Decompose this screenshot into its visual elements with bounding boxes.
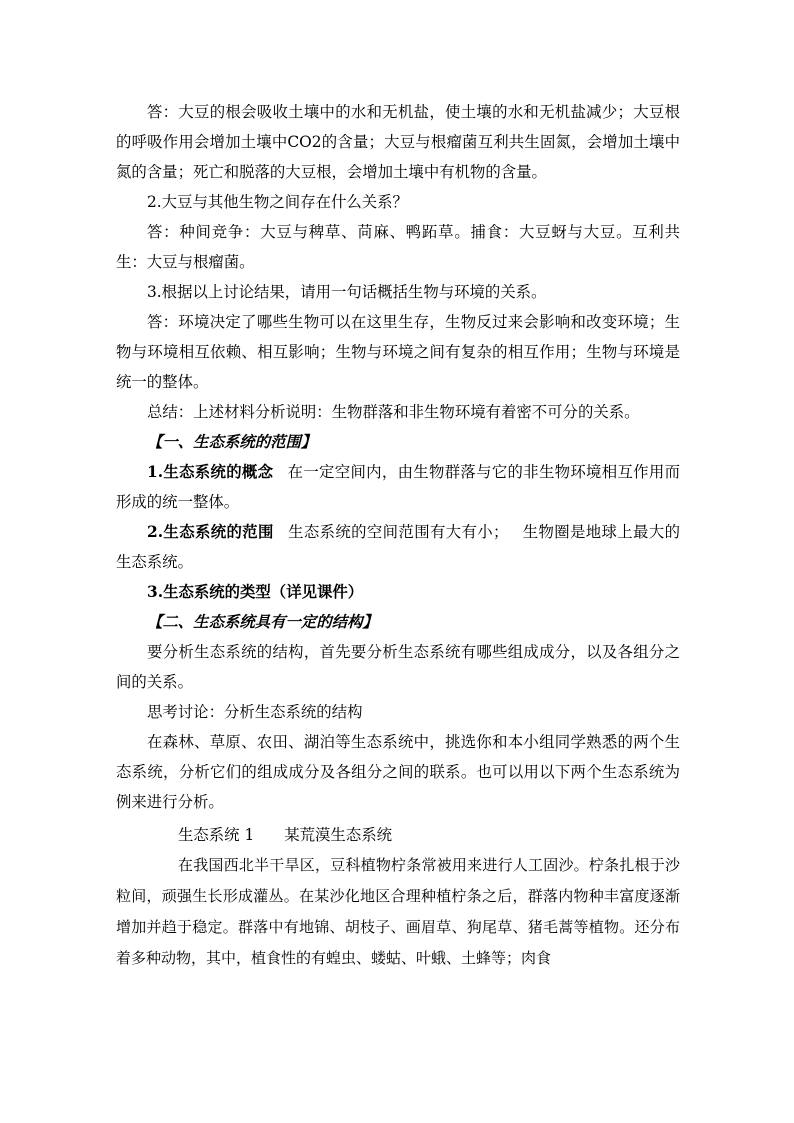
section-1-heading: 【一、生态系统的范围】 [147,433,317,451]
answer-paragraph-1: 答：大豆的根会吸收土壤中的水和无机盐，使土壤的水和无机盐减少；大豆根的呼吸作用会增加土壤中CO2的含量；大豆与根瘤菌互利共生固氮，会增加土壤中氮的含量；死亡和脱落的大豆根，会增加土壤中有机物的含量。 [116,103,680,181]
ecosystem-1-name: 某荒漠生态系统 [284,826,392,844]
section-2-intro: 要分析生态系统的结构，首先要分析生态系统有哪些组成成分，以及各组分之间的关系。 [116,643,680,691]
ecosystem-1-text: 在我国西北半干旱区，豆科植物柠条常被用来进行人工固沙。柠条扎根于沙粒间，顽强生长形成灌丛。在某沙化地区合理种植柠条之后，群落内物种丰富度逐渐增加并趋于稳定。群落中有地锦、胡枝子、画眉草、狗尾草、猪毛蒿等植物。还分布着多种动物，其中，植食性的有蝗虫、蝼蛄、叶蛾、土蜂等；肉食 [116,856,680,967]
range-text-a: 生态系统的空间范围有大有小； [287,523,509,541]
discussion-text: 在森林、草原、农田、湖泊等生态系统中，挑选你和本小组同学熟悉的两个生态系统，分析它们的组成成分及各组分之间的联系。也可以用以下两个生态系统为例来进行分析。 [116,733,680,811]
question-3: 3.根据以上讨论结果，请用一句话概括生物与环境的关系。 [147,283,547,301]
answer-paragraph-3: 答：环境决定了哪些生物可以在这里生存，生物反过来会影响和改变环境；生物与环境相互依赖、相互影响；生物与环境之间有复杂的相互作用；生物与环境是统一的整体。 [116,313,680,391]
range-text-b: 生物圈是地球上最大的生态系统。 [116,523,680,571]
discussion-title: 思考讨论：分析生态系统的结构 [147,703,363,721]
range-label: 2.生态系统的范围 [147,523,274,541]
document-page [116,97,680,974]
ecosystem-types: 3.生态系统的类型（详见课件） [147,583,364,601]
concept-label: 1.生态系统的概念 [147,463,274,481]
ecosystem-1-title [116,820,680,850]
ecosystem-concept [116,457,680,517]
summary-paragraph: 总结：上述材料分析说明：生物群落和非生物环境有着密不可分的关系。 [147,403,640,421]
concept-text: 在一定空间内，由生物群落与它的非生物环境相互作用而形成的统一整体。 [116,463,680,511]
question-2: 2.大豆与其他生物之间存在什么关系？ [147,193,408,211]
section-2-heading: 【二、生态系统具有一定的结构】 [147,613,378,631]
answer-paragraph-2: 答：种间竞争：大豆与稗草、苘麻、鸭跖草。捕食：大豆蚜与大豆。互利共生：大豆与根瘤菌。 [116,223,680,271]
ecosystem-range [116,517,680,577]
ecosystem-1-label: 生态系统 1 [178,826,255,844]
